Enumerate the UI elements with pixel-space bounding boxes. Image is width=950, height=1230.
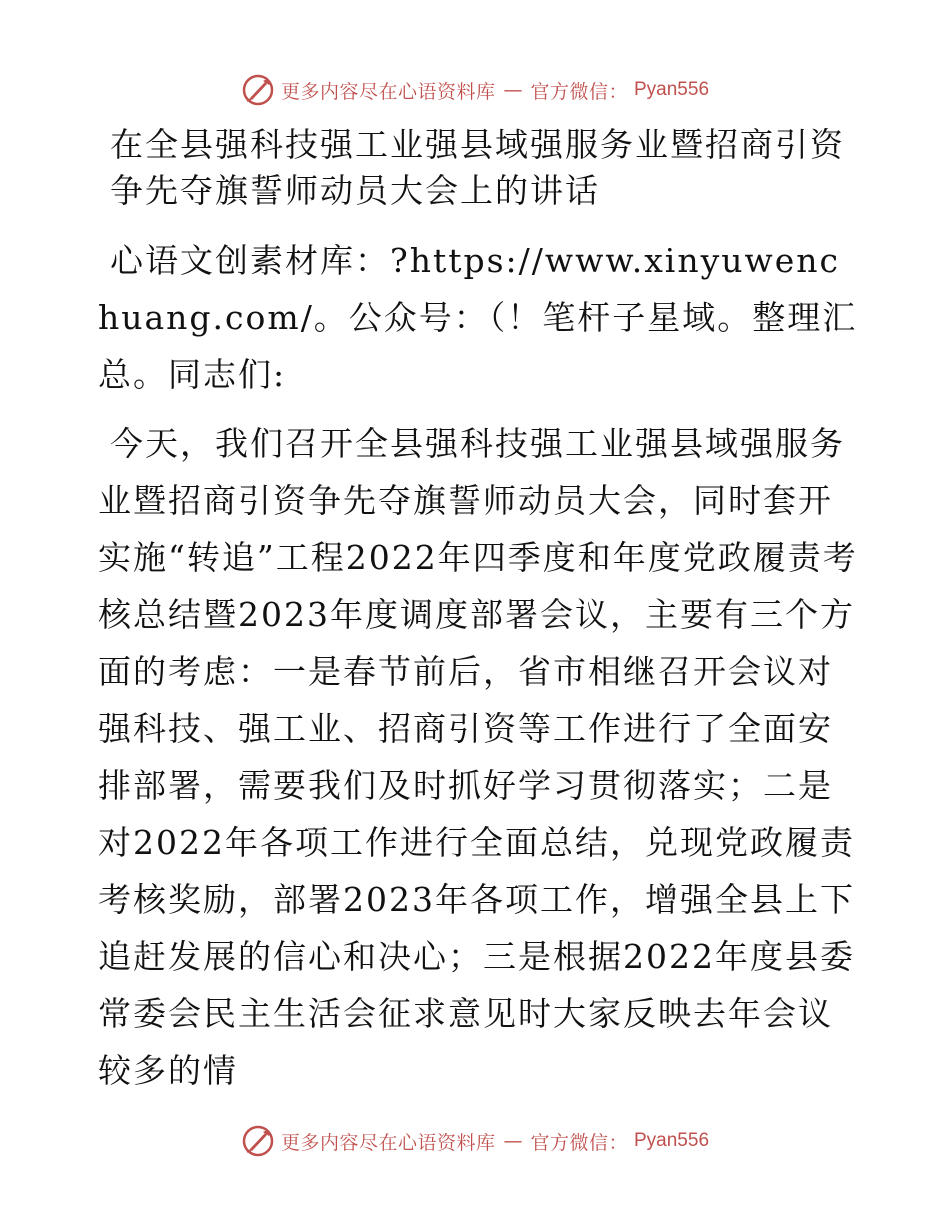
footer-banner [0,1121,950,1161]
banner-wechat-id: Pyan556 [634,1130,710,1151]
source-paragraph: 心语文创素材库：?https://www.xinyuwenchuang.com/。公众号：（！笔杆子星域。整理汇总。同志们: [98,241,858,394]
header-banner [0,70,950,110]
quill-pen-circle-icon [241,73,275,107]
banner-separator: — [503,79,523,101]
banner-slogan: 更多内容尽在心语资料库 [280,80,496,103]
quill-pen-circle-icon [241,1124,275,1158]
banner-wechat-id: Pyan556 [634,79,710,100]
banner-official-label: 官方微信： [530,1131,628,1154]
document-body [98,122,858,1099]
banner-slogan: 更多内容尽在心语资料库 [280,1131,496,1154]
body-paragraph: 今天，我们召开全县强科技强工业强县域强服务业暨招商引资争先夺旗誓师动员大会，同时套开实施“转追”工程2022年四季度和年度党政履责考核总结暨2023年度调度部署会议，主要有三个方面的考虑：一是春节前后，省市相继召开会议对强科技、强工业、招商引资等工作进行了全面安排部署，需要我们及时抓好学习贯彻落实；二是对2022年各项工作进行全面总结，兑现党政履责考核奖励，部署2023年各项工作，增强全县上下追赶发展的信心和决心；三是根据2022年度县委常委会民主生活会征求意见时大家反映去年会议较多的情 [98,424,858,1090]
banner-official-label: 官方微信： [530,80,628,103]
document-title: 在全县强科技强工业强县域强服务业暨招商引资争先夺旗誓师动员大会上的讲话 [110,125,845,210]
banner-separator: — [503,1130,523,1152]
